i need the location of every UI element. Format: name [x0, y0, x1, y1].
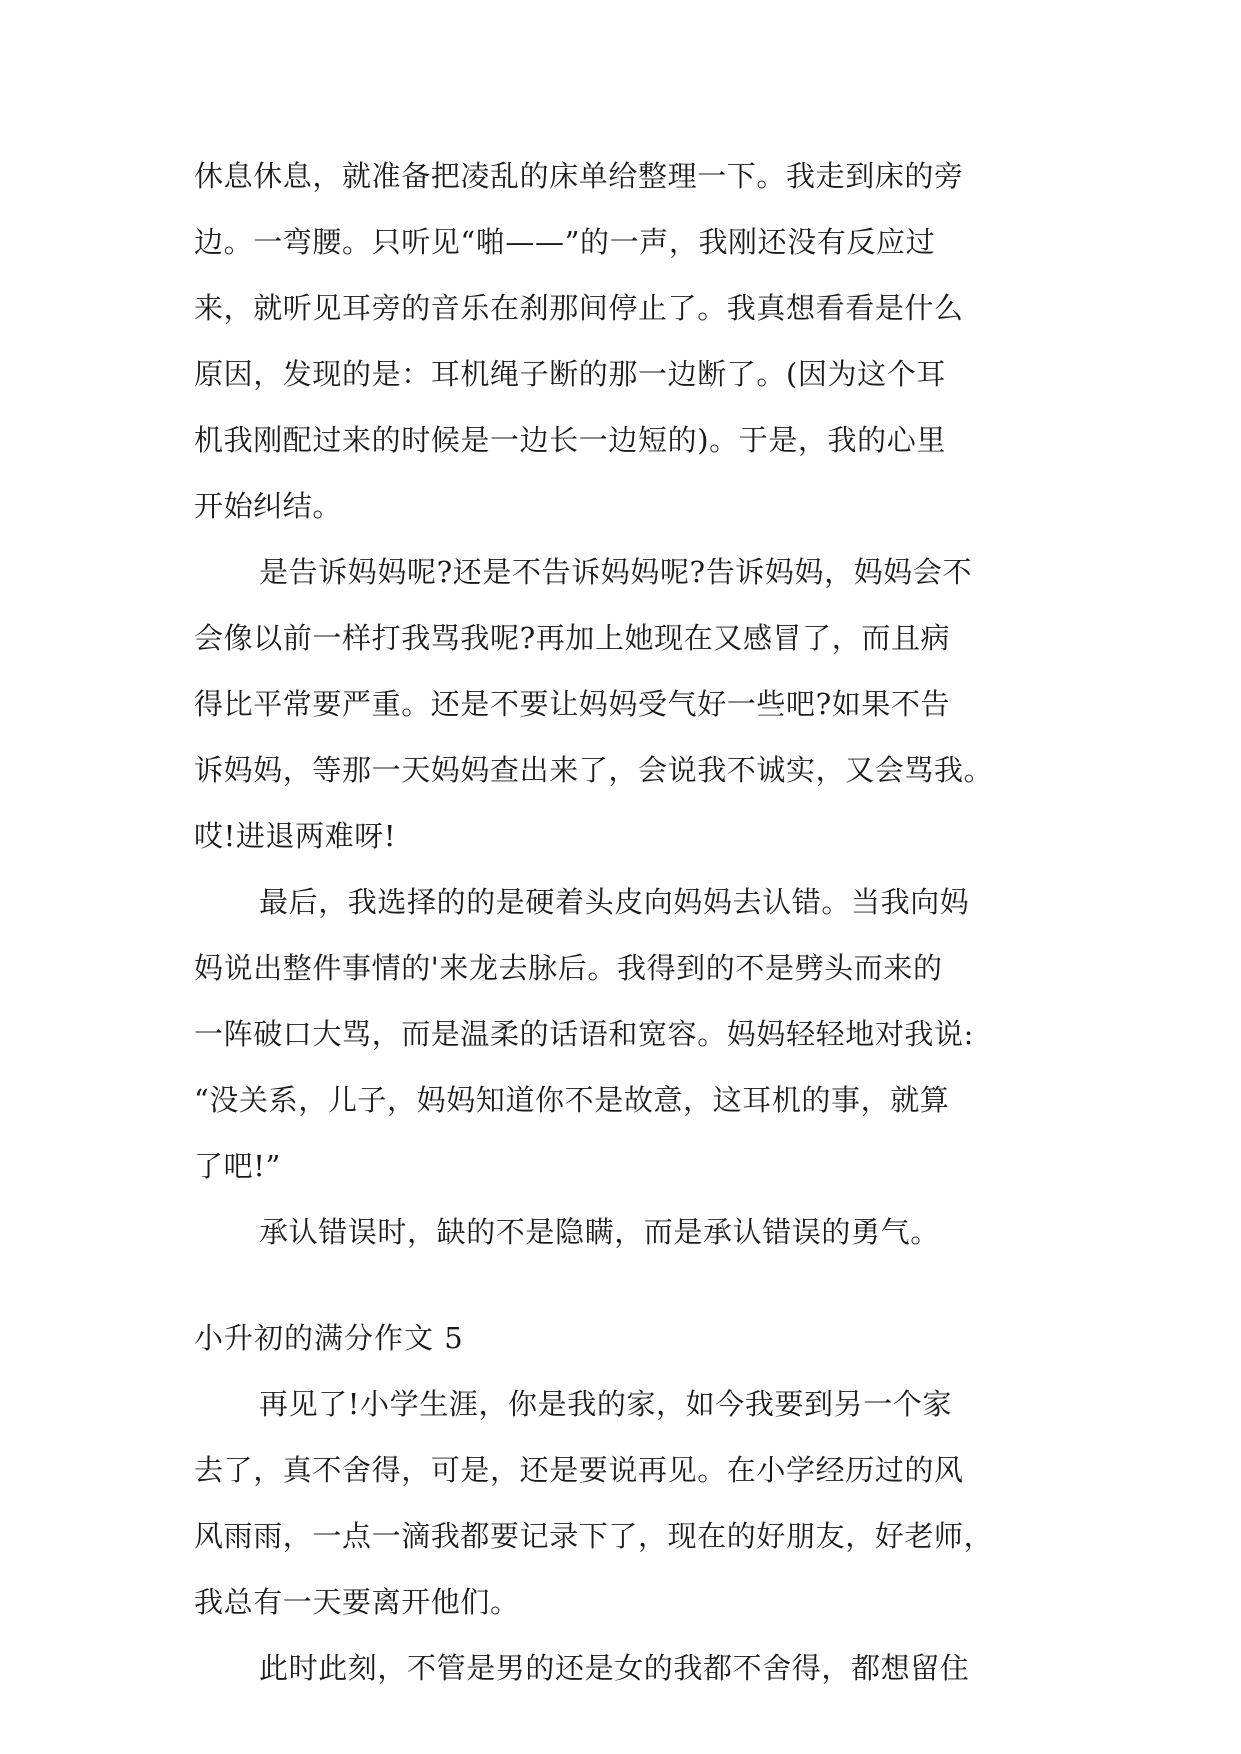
text-line: 哎!进退两难呀!: [194, 819, 397, 853]
text-line: 最后，我选择的的是硬着头皮向妈妈去认错。当我向妈: [259, 885, 970, 919]
text-line: 原因，发现的是：耳机绳子断的那一边断了。(因为这个耳: [194, 357, 946, 391]
text-line: 承认错误时，缺的不是隐瞒，而是承认错误的勇气。: [259, 1215, 940, 1249]
text-line: 我总有一天要离开他们。: [194, 1585, 520, 1619]
text-line: 再见了!小学生涯，你是我的家，如今我要到另一个家: [259, 1387, 953, 1421]
text-line: 去了，真不舍得，可是，还是要说再见。在小学经历过的风: [194, 1453, 964, 1487]
text-line: 妈说出整件事情的'来龙去脉后。我得到的不是劈头而来的: [194, 951, 943, 985]
text-line: 会像以前一样打我骂我呢?再加上她现在又感冒了，而且病: [194, 621, 951, 655]
text-line: 开始纠结。: [194, 489, 343, 523]
text-line: 机我刚配过来的时候是一边长一边短的)。于是，我的心里: [194, 423, 946, 457]
text-line: 是告诉妈妈呢?还是不告诉妈妈呢?告诉妈妈，妈妈会不: [259, 555, 973, 589]
text-line: 诉妈妈，等那一天妈妈查出来了，会说我不诚实，又会骂我。: [194, 753, 994, 787]
text-line: 此时此刻，不管是男的还是女的我都不舍得，都想留住: [259, 1651, 970, 1685]
text-line: 休息休息，就准备把凌乱的床单给整理一下。我走到床的旁: [194, 159, 964, 193]
text-line: 了吧!”: [194, 1149, 281, 1183]
text-line: 一阵破口大骂，而是温柔的话语和宽容。妈妈轻轻地对我说:: [194, 1017, 974, 1051]
text-line: 来，就听见耳旁的音乐在刹那间停止了。我真想看看是什么: [194, 291, 964, 325]
text-line: 得比平常要严重。还是不要让妈妈受气好一些吧?如果不告: [194, 687, 951, 721]
text-line: 风雨雨，一点一滴我都要记录下了，现在的好朋友，好老师，: [194, 1519, 994, 1553]
text-line: 边。一弯腰。只听见“啪——”的一声，我刚还没有反应过: [194, 225, 936, 259]
text-line: “没关系，儿子，妈妈知道你不是故意，这耳机的事，就算: [194, 1083, 950, 1117]
section-heading: 小升初的满分作文 5: [194, 1321, 464, 1355]
